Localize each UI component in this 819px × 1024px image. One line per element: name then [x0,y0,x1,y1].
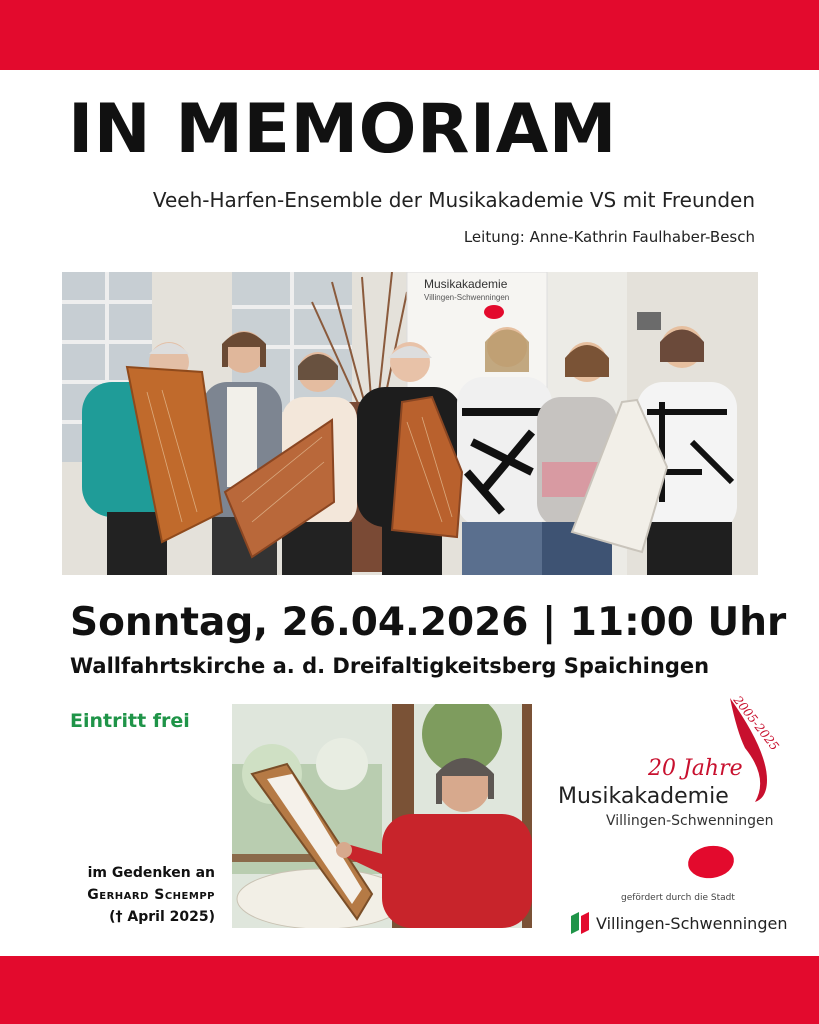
ensemble-photo [62,272,758,575]
logo-academy-city: Villingen-Schwenningen [606,813,774,829]
logo-years-range: 2005-2025 [730,693,782,754]
logo-red-dot [686,843,736,881]
headline: IN MEMORIAM [68,90,617,169]
sponsor-funded-by: gefördert durch die Stadt [621,893,735,903]
logo-anniversary: 20 Jahre [648,756,743,781]
memorial-date: († April 2025) [109,909,215,925]
ensemble-subtitle: Veeh-Harfen-Ensemble der Musikakademie VS mit Freunden [152,188,755,212]
event-date-time: Sonntag, 26.04.2026 | 11:00 Uhr [70,600,787,645]
city-flag-icon [570,912,590,934]
memorial-intro: im Gedenken an [87,865,215,881]
memorial-name: Gerhard Schempp [87,887,215,903]
harp-player-photo [232,704,532,928]
banner-sign-subtitle: Villingen-Schwenningen [424,293,510,302]
sponsor-city-name: Villingen-Schwenningen [596,913,788,933]
bottom-red-band [0,956,819,1024]
memorial-dedication [87,862,215,928]
event-venue: Wallfahrtskirche a. d. Dreifaltigkeitsberg Spaichingen [70,654,710,678]
entry-free-note: Eintritt frei [70,710,190,732]
logo-academy-name: Musikakademie [558,784,729,809]
leader-line: Leitung: Anne-Kathrin Faulhaber-Besch [463,228,755,246]
top-red-band [0,0,819,70]
sponsor-city-logo [570,912,787,934]
banner-sign-title: Musikakademie [424,277,508,291]
